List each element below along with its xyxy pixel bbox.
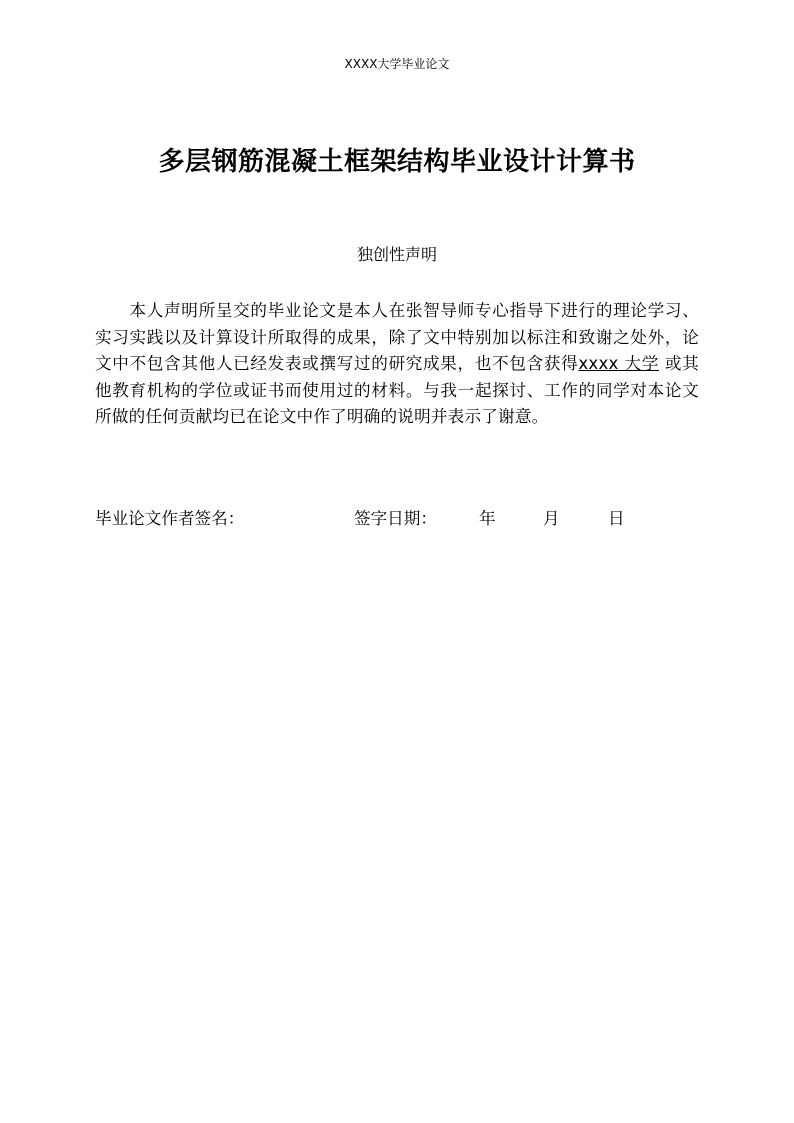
signature-row bbox=[95, 506, 699, 532]
declaration-paragraph bbox=[95, 298, 699, 431]
year-label: 年 bbox=[479, 509, 496, 528]
paragraph-text-part2: 或其他教育机构的学位或证书而使用过的材料。与我一起探讨、工作的同学对本论文所做的任何贡献均已在论文中作了明确的说明并表示了谢意。 bbox=[95, 354, 699, 426]
paragraph-text-part1: 本人声明所呈交的毕业论文是本人在张智导师专心指导下进行的理论学习、实习实践以及计算设计所取得的成果，除了文中特别加以标注和致谢之处外，论文中不包含其他人已经发表或撰写过的研究成果，也不包含获得 bbox=[95, 301, 699, 373]
page-header bbox=[0, 56, 794, 72]
author-signature-label: 毕业论文作者签名： bbox=[95, 509, 245, 528]
university-name-underlined: xxxx 大学 bbox=[578, 354, 659, 373]
month-label: 月 bbox=[543, 509, 560, 528]
declaration-heading: 独创性声明 bbox=[356, 245, 437, 264]
header-text: XXXX大学毕业论文 bbox=[344, 57, 450, 71]
sign-date-label: 签字日期： bbox=[354, 509, 437, 528]
day-label: 日 bbox=[608, 509, 625, 528]
document-title: 多层钢筋混凝土框架结构毕业设计计算书 bbox=[158, 147, 636, 177]
